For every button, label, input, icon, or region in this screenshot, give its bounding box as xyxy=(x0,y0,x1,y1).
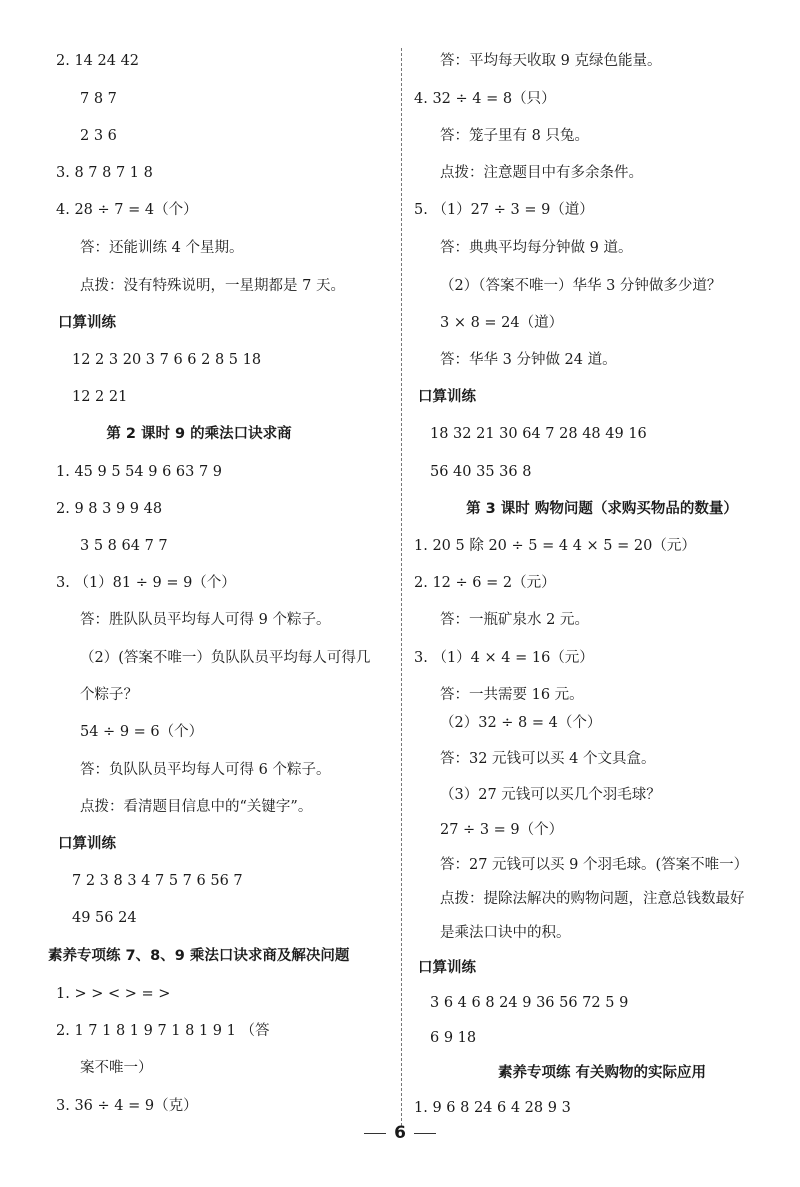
answer-line: 答：27 元钱可以买 9 个羽毛球。(答案不唯一） xyxy=(440,857,749,873)
answer-line: 18 32 21 30 64 7 28 48 49 16 xyxy=(430,426,647,442)
answer-line: 答：平均每天收取 9 克绿色能量。 xyxy=(440,53,662,69)
section-heading: 口算训练 xyxy=(58,315,116,331)
footer-dash-right xyxy=(414,1133,436,1134)
hint-line: 点拨：没有特殊说明，一星期都是 7 天。 xyxy=(80,278,345,294)
answer-line: 1. 9 6 8 24 6 4 28 9 3 xyxy=(414,1100,571,1116)
answer-line: 3. 36 ÷ 4 = 9（克） xyxy=(56,1098,198,1114)
answer-line: 12 2 3 20 3 7 6 6 2 8 5 18 xyxy=(72,352,262,368)
hint-line: 是乘法口诀中的积。 xyxy=(440,925,571,941)
answer-line: 答：典典平均每分钟做 9 道。 xyxy=(440,240,633,256)
answer-line: 3 × 8 = 24（道） xyxy=(440,315,564,331)
answer-line: 4. 32 ÷ 4 = 8（只） xyxy=(414,91,556,107)
answer-line: 1. 20 5 除 20 ÷ 5 = 4 4 × 5 = 20（元） xyxy=(414,538,696,554)
answer-line: 2. 9 8 3 9 9 48 xyxy=(56,501,163,517)
answer-line: 12 2 21 xyxy=(72,389,128,405)
lesson-title: 第 2 课时 9 的乘法口诀求商 xyxy=(106,426,292,442)
lesson-title: 第 3 课时 购物问题（求购买物品的数量） xyxy=(466,501,738,517)
answer-line: 3. （1）81 ÷ 9 = 9（个） xyxy=(56,575,236,591)
lesson-title: 素养专项练 7、8、9 乘法口诀求商及解决问题 xyxy=(48,948,350,964)
section-heading: 口算训练 xyxy=(418,960,476,976)
answer-line: 案不唯一） xyxy=(80,1060,153,1076)
answer-line: 3 5 8 64 7 7 xyxy=(80,538,168,554)
page-number: 6 xyxy=(394,1123,406,1143)
answer-line: 个粽子？ xyxy=(80,687,138,703)
page-footer xyxy=(0,1122,800,1144)
answer-line: 答：还能训练 4 个星期。 xyxy=(80,240,244,256)
answer-line: 2. 1 7 1 8 1 9 7 1 8 1 9 1 （答 xyxy=(56,1023,270,1039)
answer-line: 答：华华 3 分钟做 24 道。 xyxy=(440,352,617,368)
answer-line: 2 3 6 xyxy=(80,128,117,144)
answer-line: 1. 45 9 5 54 9 6 63 7 9 xyxy=(56,464,223,480)
answer-line: 54 ÷ 9 = 6（个） xyxy=(80,724,204,740)
answer-line: 2. 14 24 42 xyxy=(56,53,140,69)
column-divider xyxy=(401,48,402,1126)
footer-dash-left xyxy=(364,1133,386,1134)
answer-line: 3. 8 7 8 7 1 8 xyxy=(56,165,153,181)
answer-line: 56 40 35 36 8 xyxy=(430,464,532,480)
answer-line: 49 56 24 xyxy=(72,910,137,926)
lesson-title: 素养专项练 有关购物的实际应用 xyxy=(497,1065,707,1081)
answer-line: 7 8 7 xyxy=(80,91,117,107)
answer-line: 答：一共需要 16 元。 xyxy=(440,687,584,703)
answer-line: 3. （1）4 × 4 = 16（元） xyxy=(414,650,594,666)
answer-line: 5. （1）27 ÷ 3 = 9（道） xyxy=(414,202,594,218)
answer-line: 27 ÷ 3 = 9（个） xyxy=(440,822,564,838)
answer-line: 答：一瓶矿泉水 2 元。 xyxy=(440,612,589,628)
hint-line: 点拨：提除法解决的购物问题，注意总钱数最好 xyxy=(440,891,745,907)
section-heading: 口算训练 xyxy=(58,836,116,852)
answer-line: 2. 12 ÷ 6 = 2（元） xyxy=(414,575,556,591)
hint-line: 点拨：注意题目中有多余条件。 xyxy=(440,165,643,181)
answer-line: （2）（答案不唯一）华华 3 分钟做多少道？ xyxy=(440,278,722,294)
answer-line: 6 9 18 xyxy=(430,1030,477,1046)
section-heading: 口算训练 xyxy=(418,389,476,405)
answer-line: 1. > > < > = > xyxy=(56,986,171,1002)
answer-line: （2）32 ÷ 8 = 4（个） xyxy=(440,715,602,731)
answer-line: 3 6 4 6 8 24 9 36 56 72 5 9 xyxy=(430,995,629,1011)
answer-line: 答：32 元钱可以买 4 个文具盒。 xyxy=(440,751,656,767)
answer-line: 4. 28 ÷ 7 = 4（个） xyxy=(56,202,198,218)
answer-line: 7 2 3 8 3 4 7 5 7 6 56 7 xyxy=(72,873,243,889)
answer-line: （3）27 元钱可以买几个羽毛球？ xyxy=(440,787,661,803)
answer-line: 答：负队队员平均每人可得 6 个粽子。 xyxy=(80,762,331,778)
hint-line: 点拨：看清题目信息中的“关键字”。 xyxy=(80,799,313,815)
answer-line: （2）(答案不唯一）负队队员平均每人可得几 xyxy=(80,650,371,666)
answer-line: 答：笼子里有 8 只兔。 xyxy=(440,128,589,144)
answer-line: 答：胜队队员平均每人可得 9 个粽子。 xyxy=(80,612,331,628)
